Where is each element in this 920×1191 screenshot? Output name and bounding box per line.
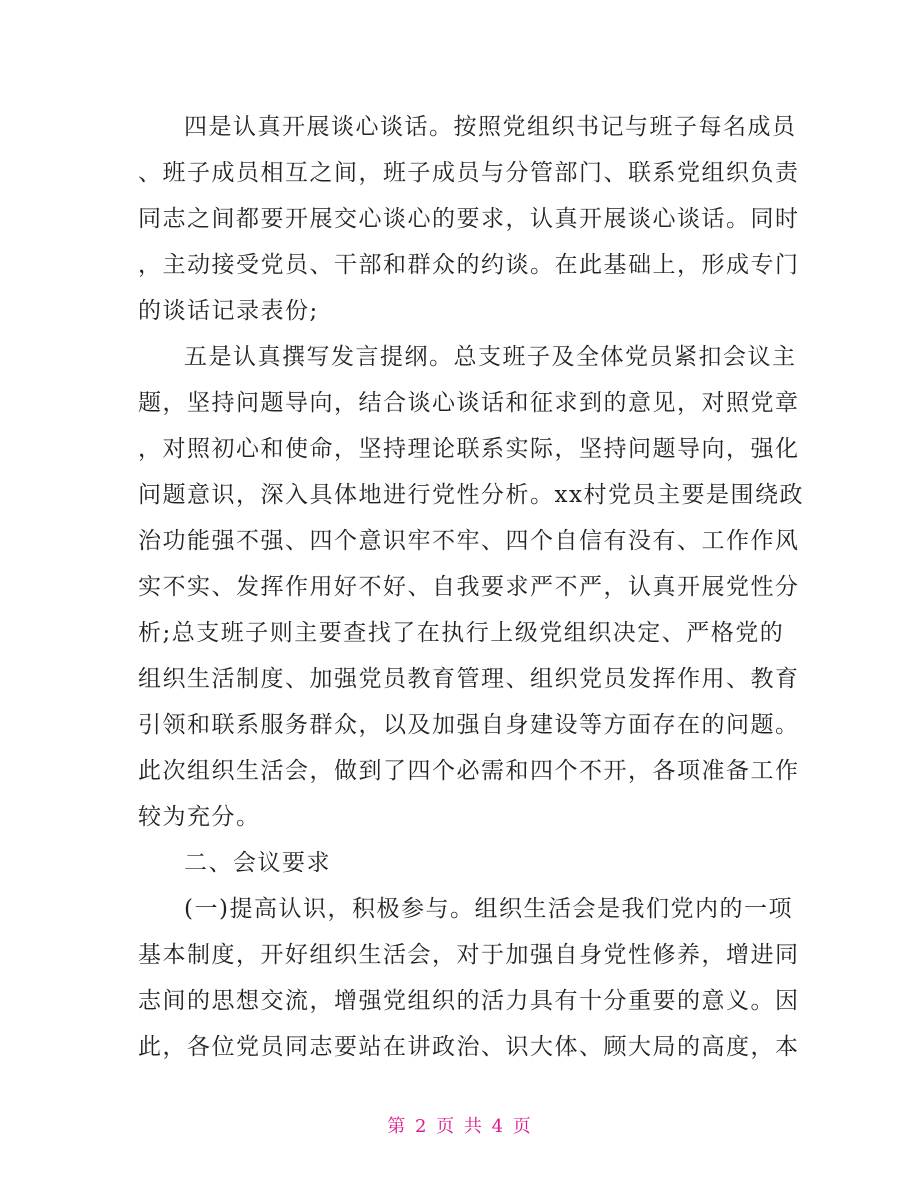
paragraph-5-line-9: 引领和联系服务群众，以及加强自身建设等方面存在的问题。	[138, 712, 800, 738]
paragraph-6-line-3: 志间的思想交流，增强党组织的活力具有十分重要的意义。因	[138, 988, 800, 1014]
paragraph-5-line-5: 治功能强不强、四个意识牢不牢、四个自信有没有、工作作风	[138, 528, 800, 554]
section-heading: 二、会议要求	[184, 850, 331, 876]
paragraph-5-line-11: 较为充分。	[138, 804, 261, 830]
paragraph-6-line-1: (一)提高认识，积极参与。组织生活会是我们党内的一项	[184, 896, 793, 922]
paragraph-4-line-5: 的谈话记录表份;	[138, 298, 319, 324]
document-body	[138, 104, 804, 1070]
paragraph-4-line-3: 同志之间都要开展交心谈心的要求，认真开展谈心谈话。同时	[138, 206, 800, 232]
paragraph-5-line-6: 实不实、发挥作用好不好、自我要求严不严，认真开展党性分	[138, 574, 800, 600]
paragraph-5-line-8: 组织生活制度、加强党员教育管理、组织党员发挥作用、教育	[138, 666, 800, 692]
paragraph-4-line-1: 四是认真开展谈心谈话。按照党组织书记与班子每名成员	[184, 114, 797, 140]
paragraph-4-line-4: ，主动接受党员、干部和群众的约谈。在此基础上，形成专门	[138, 252, 800, 278]
paragraph-5-line-1: 五是认真撰写发言提纲。总支班子及全体党员紧扣会议主	[184, 344, 797, 370]
page-number-footer: 第 2 页 共 4 页	[387, 1116, 533, 1137]
paragraph-4-line-2: 、班子成员相互之间，班子成员与分管部门、联系党组织负责	[138, 160, 800, 186]
paragraph-6-line-2: 基本制度，开好组织生活会，对于加强自身党性修养，增进同	[138, 942, 800, 968]
paragraph-5-line-7: 析;总支班子则主要查找了在执行上级党组织决定、严格党的	[138, 620, 785, 646]
paragraph-6-line-4: 此，各位党员同志要站在讲政治、识大体、顾大局的高度，本	[138, 1034, 800, 1060]
paragraph-5-line-4: 问题意识，深入具体地进行党性分析。xx村党员主要是围绕政	[138, 482, 804, 508]
paragraph-5-line-10: 此次组织生活会，做到了四个必需和四个不开，各项准备工作	[138, 758, 800, 784]
paragraph-5-line-2: 题，坚持问题导向，结合谈心谈话和征求到的意见，对照党章	[138, 390, 800, 416]
paragraph-5-line-3: ，对照初心和使命，坚持理论联系实际，坚持问题导向，强化	[138, 436, 800, 462]
